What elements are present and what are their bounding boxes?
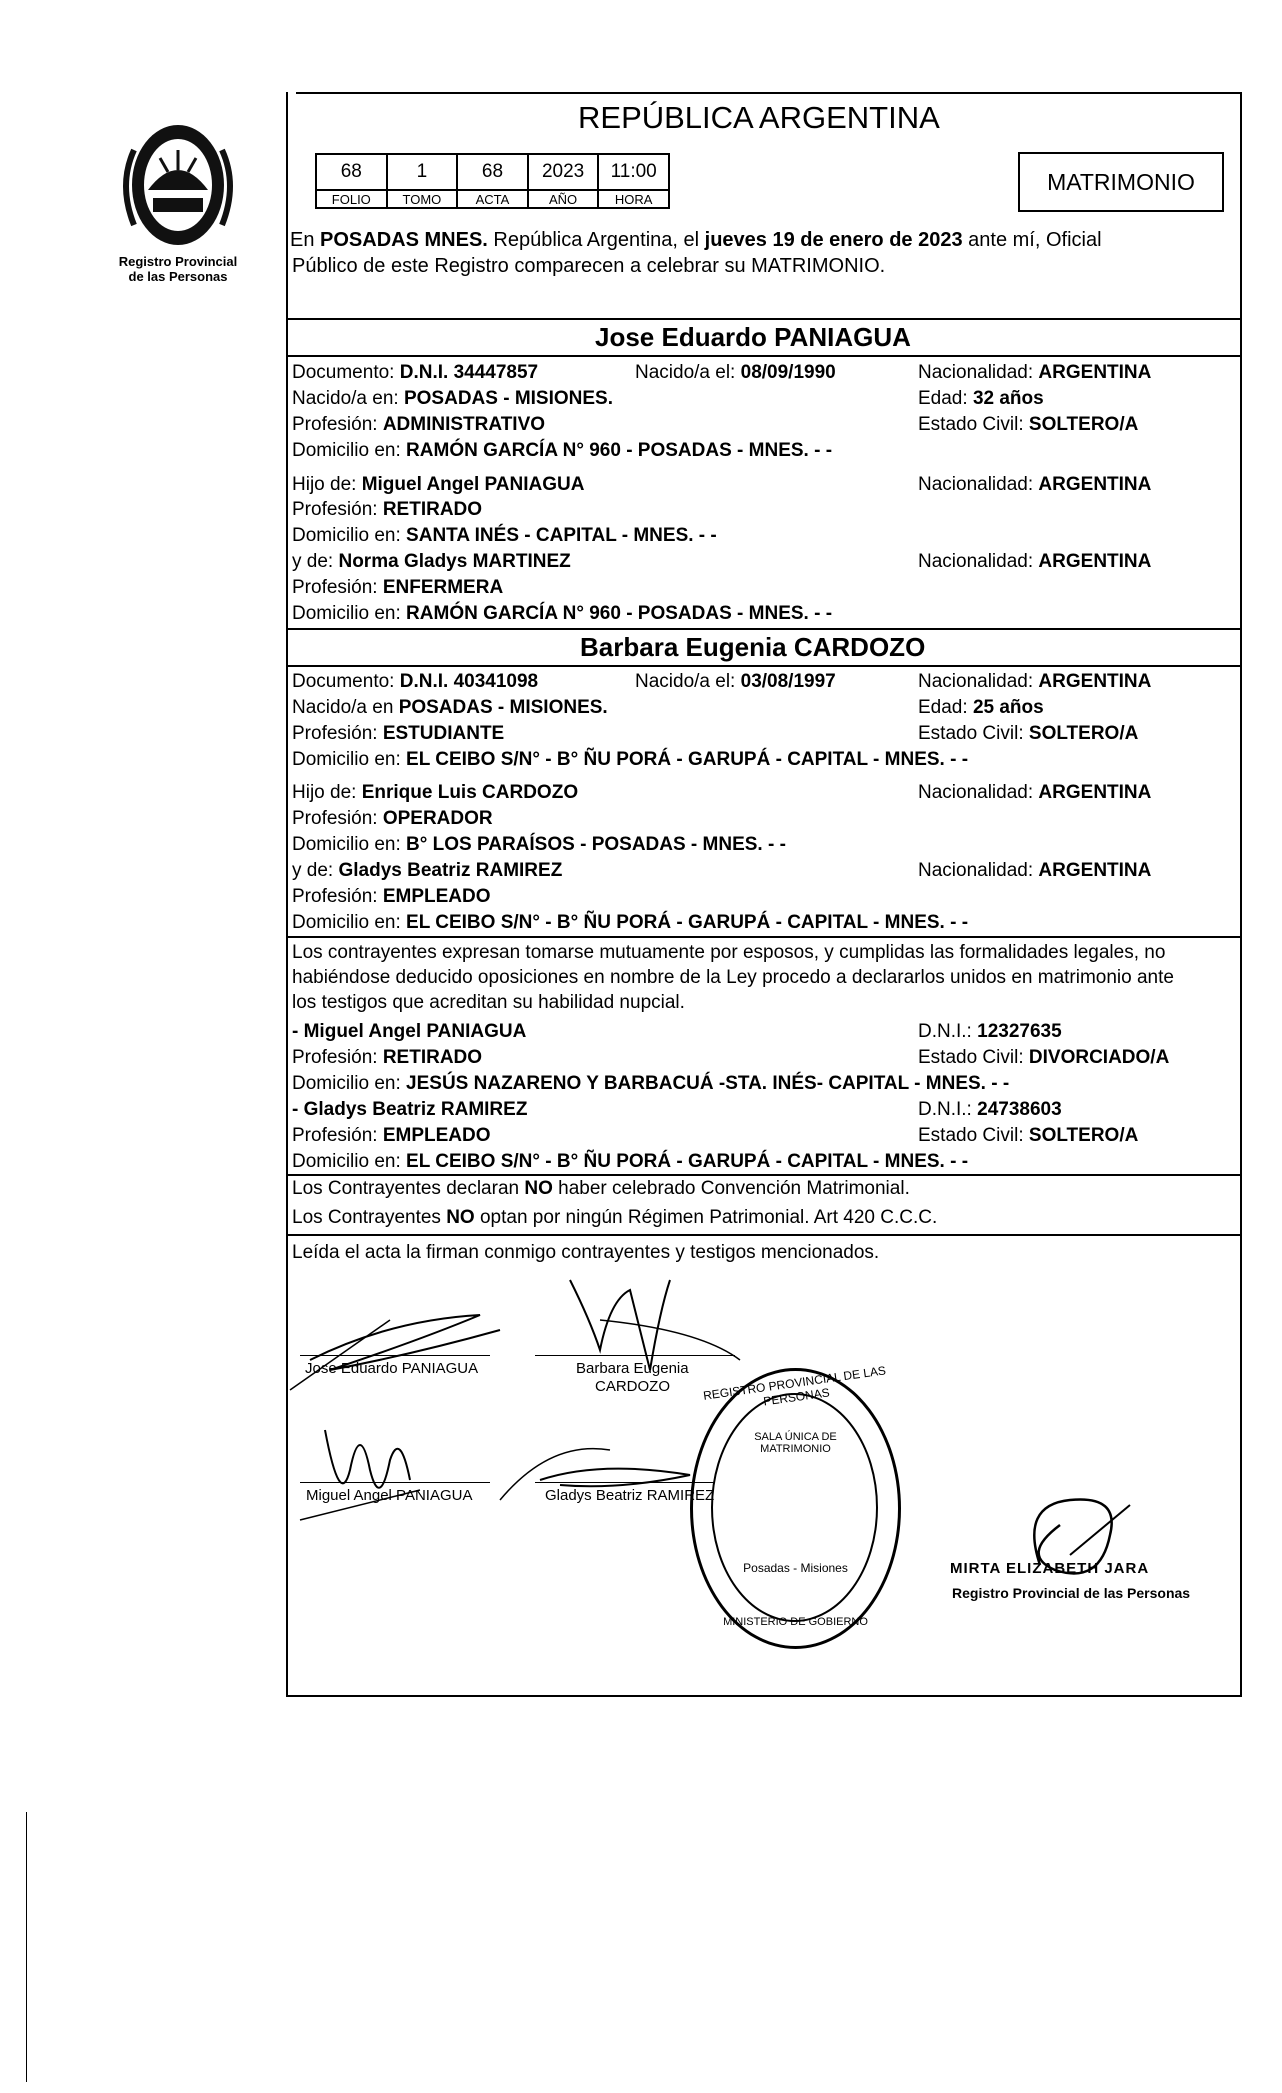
witness2-dni: D.N.I.: 24738603: [918, 1099, 1062, 1120]
witness1-name: - Miguel Angel PANIAGUA: [292, 1021, 527, 1042]
folio-caption: FOLIO: [316, 190, 387, 208]
divider-spouse2-name: [286, 665, 1242, 667]
divider-spouse2-top: [286, 628, 1242, 630]
witness1-home: Domicilio en: JESÚS NAZARENO Y BARBACUÁ -STA. INÉS- CAPITAL - MNES. - -: [292, 1073, 1010, 1094]
sig2-name-line1: Barbara Eugenia: [576, 1360, 689, 1377]
witness2-home: Domicilio en: EL CEIBO S/N° - B° ÑU PORÁ - GARUPÁ - CAPITAL - MNES. - -: [292, 1151, 969, 1172]
declaration-line-1: Los contrayentes expresan tomarse mutuamente por esposos, y cumplidas las formalidades legales, no: [292, 942, 1166, 963]
official-name: MIRTA ELIZABETH JARA: [950, 1560, 1150, 1577]
spouse2-name: Barbara Eugenia CARDOZO: [580, 632, 926, 662]
binding-margin-line: [26, 1812, 27, 2082]
spouse2-mother: y de: Gladys Beatriz RAMIREZ: [292, 860, 563, 881]
spouse2-mother-home: Domicilio en: EL CEIBO S/N° - B° ÑU PORÁ - GARUPÁ - CAPITAL - MNES. - -: [292, 912, 969, 933]
spouse1-name: Jose Eduardo PANIAGUA: [595, 322, 911, 352]
spouse2-mother-profession: Profesión: EMPLEADO: [292, 886, 491, 907]
spouse2-born-date: Nacido/a el: 03/08/1997: [635, 671, 836, 692]
registry-caption-line1: Registro Provincial: [118, 254, 238, 269]
spouse1-mother-home: Domicilio en: RAMÓN GARCÍA N° 960 - POSADAS - MNES. - -: [292, 603, 833, 624]
witness2-name: - Gladys Beatriz RAMIREZ: [292, 1099, 528, 1120]
declaration-line-2: habiéndose deducido oposiciones en nombre de la Ley procedo a declararlos unidos en matrimonio ante: [292, 967, 1174, 988]
spouse2-birthplace: Nacido/a en POSADAS - MISIONES.: [292, 697, 608, 718]
spouse1-profession: Profesión: ADMINISTRATIVO: [292, 414, 546, 435]
intro-text-b: República Argentina, el: [487, 229, 705, 251]
sig1-line: [300, 1355, 490, 1356]
divider-spouse1-top: [286, 318, 1242, 320]
spouse2-father-profession: Profesión: OPERADOR: [292, 808, 493, 829]
spouse1-father-home: Domicilio en: SANTA INÉS - CAPITAL - MNES. - -: [292, 525, 717, 546]
spouse1-mother-nationality: Nacionalidad: ARGENTINA: [918, 551, 1152, 572]
province-seal-icon: [108, 110, 248, 260]
witness2-civil-status: Estado Civil: SOLTERO/A: [918, 1125, 1139, 1146]
spouse1-document: Documento: D.N.I. 34447857: [292, 362, 539, 383]
record-type-label: MATRIMONIO: [1047, 169, 1195, 195]
convention-line-2: Los Contrayentes NO optan por ningún Régimen Patrimonial. Art 420 C.C.C.: [292, 1207, 938, 1228]
spouse1-mother: y de: Norma Gladys MARTINEZ: [292, 551, 571, 572]
sig3-name: Miguel Angel PANIAGUA: [306, 1487, 473, 1504]
stamp-outer-text: REGISTRO PROVINCIAL DE LAS PERSONAS: [702, 1363, 887, 1409]
official-organization: Registro Provincial de las Personas: [952, 1585, 1191, 1601]
registry-caption-line2: de las Personas: [128, 269, 228, 284]
intro-text-a: En: [290, 229, 321, 251]
spouse2-profession: Profesión: ESTUDIANTE: [292, 723, 505, 744]
frame-bottom: [286, 1695, 1242, 1697]
spouse2-home: Domicilio en: EL CEIBO S/N° - B° ÑU PORÁ - GARUPÁ - CAPITAL - MNES. - -: [292, 749, 969, 770]
spouse2-mother-nationality: Nacionalidad: ARGENTINA: [918, 860, 1152, 881]
divider-declaration: [286, 936, 1242, 938]
intro-place: POSADAS MNES.: [320, 229, 488, 251]
frame-right: [1240, 92, 1242, 1697]
spouse2-document: Documento: D.N.I. 40341098: [292, 671, 539, 692]
spouse2-father: Hijo de: Enrique Luis CARDOZO: [292, 782, 579, 803]
hour-value: 11:00: [598, 154, 669, 190]
declaration-line-3: los testigos que acreditan su habilidad nupcial.: [292, 992, 685, 1013]
sig3-line: [300, 1482, 490, 1483]
spouse1-birthplace: Nacido/a en: POSADAS - MISIONES.: [292, 388, 613, 409]
record-codes: [315, 153, 670, 209]
spouse2-age: Edad: 25 años: [918, 697, 1044, 718]
acta-caption: ACTA: [457, 190, 528, 208]
stamp-inner-text: SALA ÚNICA DE MATRIMONIO: [754, 1431, 837, 1455]
frame-top: [296, 92, 1242, 94]
spouse1-home: Domicilio en: RAMÓN GARCÍA N° 960 - POSADAS - MNES. - -: [292, 440, 833, 461]
witness2-profession: Profesión: EMPLEADO: [292, 1125, 491, 1146]
divider-spouse1-name: [286, 355, 1242, 357]
intro-line-2: Público de este Registro comparecen a celebrar su MATRIMONIO.: [292, 255, 886, 277]
tomo-value: 1: [387, 154, 458, 190]
divider-signatures: [286, 1234, 1242, 1236]
official-stamp: [690, 1363, 901, 1649]
intro-date: jueves 19 de enero de 2023: [704, 229, 963, 251]
convention-line-1: Los Contrayentes declaran NO haber celebrado Convención Matrimonial.: [292, 1178, 910, 1199]
stamp-inner-ring: [711, 1393, 878, 1622]
spouse1-born-date: Nacido/a el: 08/09/1990: [635, 362, 836, 383]
spouse2-nationality: Nacionalidad: ARGENTINA: [918, 671, 1152, 692]
spouse1-nationality: Nacionalidad: ARGENTINA: [918, 362, 1152, 383]
folio-value: 68: [316, 154, 387, 190]
sig2-line: [535, 1355, 735, 1356]
witness1-civil-status: Estado Civil: DIVORCIADO/A: [918, 1047, 1170, 1068]
witness1-dni: D.N.I.: 12327635: [918, 1021, 1062, 1042]
spouse1-father-profession: Profesión: RETIRADO: [292, 499, 483, 520]
sig4-line: [535, 1482, 715, 1483]
spouse2-father-home: Domicilio en: B° LOS PARAÍSOS - POSADAS - MNES. - -: [292, 834, 786, 855]
spouse2-civil-status: Estado Civil: SOLTERO/A: [918, 723, 1139, 744]
spouse1-civil-status: Estado Civil: SOLTERO/A: [918, 414, 1139, 435]
spouse2-father-nationality: Nacionalidad: ARGENTINA: [918, 782, 1152, 803]
spouse1-mother-profession: Profesión: ENFERMERA: [292, 577, 504, 598]
record-type-box: [1018, 152, 1224, 212]
sig1-name: Jose Eduardo PANIAGUA: [305, 1360, 479, 1377]
spouse1-father: Hijo de: Miguel Angel PANIAGUA: [292, 474, 585, 495]
intro-line-1: [290, 228, 1102, 253]
page-title: REPÚBLICA ARGENTINA: [578, 100, 940, 135]
hour-caption: HORA: [598, 190, 669, 208]
stamp-bottom-text: MINISTERIO DE GOBIERNO: [723, 1616, 868, 1628]
tomo-caption: TOMO: [387, 190, 458, 208]
witness1-profession: Profesión: RETIRADO: [292, 1047, 483, 1068]
registry-logo: [108, 110, 248, 290]
intro-text-c: ante mí, Oficial: [962, 229, 1102, 251]
closing-statement: Leída el acta la firman conmigo contrayentes y testigos mencionados.: [292, 1242, 880, 1263]
year-caption: AÑO: [528, 190, 599, 208]
registry-caption: [98, 254, 258, 284]
acta-value: 68: [457, 154, 528, 190]
sig2-name-line2: CARDOZO: [595, 1378, 670, 1395]
spouse1-age: Edad: 32 años: [918, 388, 1044, 409]
year-value: 2023: [528, 154, 599, 190]
stamp-city: Posadas - Misiones: [743, 1561, 848, 1575]
sig4-name: Gladys Beatriz RAMIREZ: [545, 1487, 715, 1504]
spouse1-father-nationality: Nacionalidad: ARGENTINA: [918, 474, 1152, 495]
